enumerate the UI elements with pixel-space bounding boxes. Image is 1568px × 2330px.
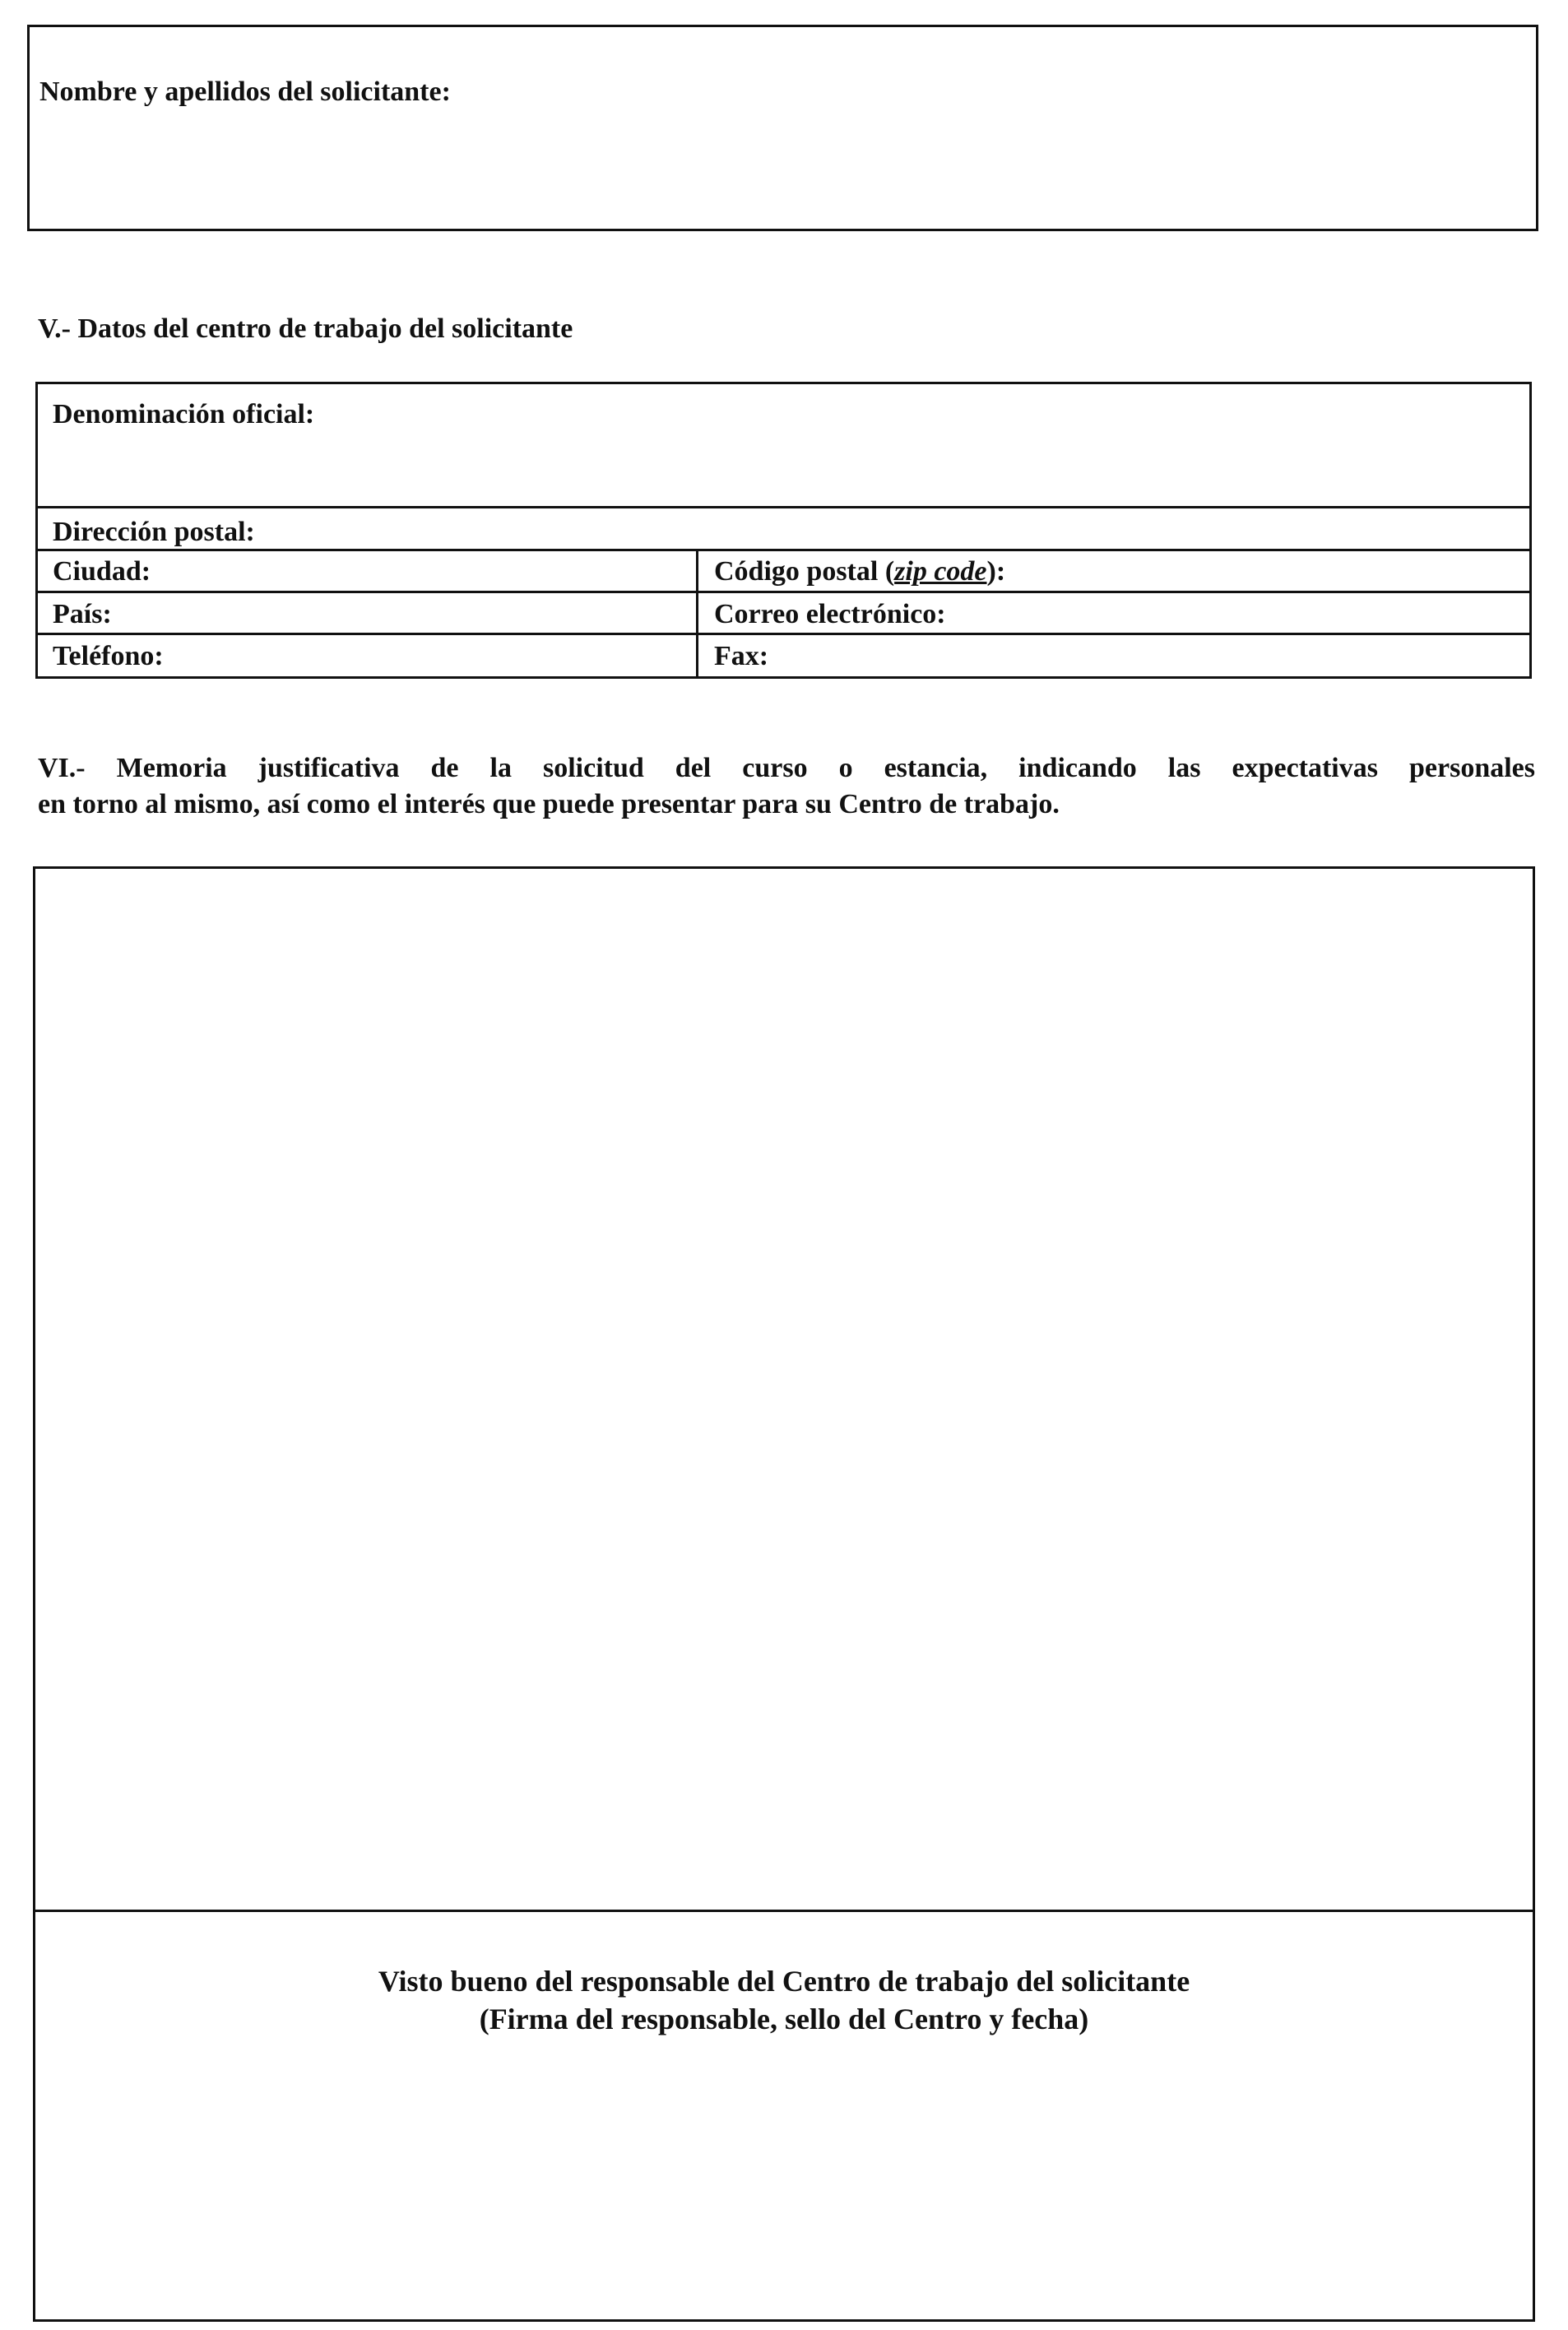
zip-code-italic: zip code: [894, 556, 987, 587]
email-label: Correo electrónico:: [714, 599, 946, 629]
postal-code-text: Código postal (: [714, 556, 895, 587]
fax-label: Fax:: [714, 641, 769, 671]
section-vi-title: [38, 750, 1535, 823]
section-v-title: V.- Datos del centro de trabajo del solicitante: [38, 313, 573, 344]
postal-address-label: Dirección postal:: [53, 517, 255, 547]
section-vi-title-line1: VI.- Memoria justificativa de la solicitud del curso o estancia, indicando las expectativas personales: [38, 753, 1535, 783]
workplace-data-table: [35, 382, 1532, 679]
approval-subtitle: (Firma del responsable, sello del Centro y fecha): [479, 2003, 1089, 2035]
column-divider: [696, 549, 698, 676]
justification-memo-box: [33, 866, 1535, 1912]
row-divider: [38, 633, 1529, 635]
approval-box: [33, 1910, 1535, 2322]
row-divider: [38, 549, 1529, 551]
applicant-name-box: [27, 25, 1538, 231]
postal-code-suffix: ):: [986, 556, 1006, 587]
applicant-name-label: Nombre y apellidos del solicitante:: [39, 77, 451, 107]
postal-code-label: [714, 558, 1005, 586]
phone-label: Teléfono:: [53, 641, 164, 671]
row-divider: [38, 506, 1529, 508]
row-divider: [38, 591, 1529, 593]
official-name-label: Denominación oficial:: [53, 399, 315, 429]
approval-title: Visto bueno del responsable del Centro de trabajo del solicitante: [378, 1965, 1190, 1998]
city-label: Ciudad:: [53, 556, 151, 587]
section-vi-title-line2: en torno al mismo, así como el interés que puede presentar para su Centro de trabajo.: [38, 789, 1060, 820]
country-label: País:: [53, 599, 112, 629]
